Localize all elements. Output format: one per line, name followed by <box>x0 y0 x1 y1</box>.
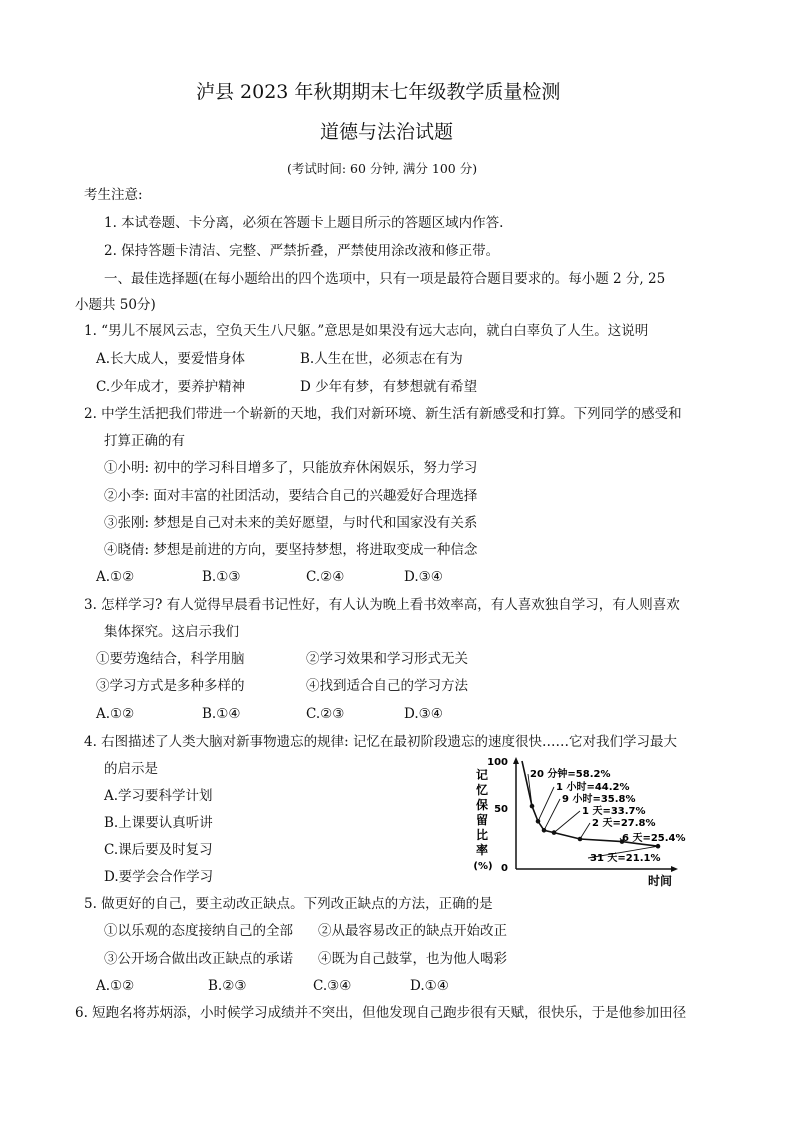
q5-statement-4: ④既为自己鼓掌，也为他人喝彩 <box>318 951 507 967</box>
subject-title: 道德与法治试题 <box>320 121 454 143</box>
q2-option-a: A.①② <box>96 569 135 585</box>
y-tick-50: 50 <box>494 804 508 815</box>
q1-option-b: B.人生在世，必须志在有为 <box>300 351 463 367</box>
x-axis-arrow <box>671 866 678 872</box>
notice-item-2: 2. 保持答题卡清洁、完整、严禁折叠，严禁使用涂改液和修正带。 <box>104 243 500 259</box>
notice-heading: 考生注意: <box>84 187 143 203</box>
q3-option-d: D.③④ <box>404 706 443 722</box>
forgetting-curve-chart <box>470 755 710 889</box>
q2-option-c: C.②④ <box>306 569 345 585</box>
q1-option-d: D 少年有梦，有梦想就有希望 <box>300 379 478 395</box>
data-label-1: 20 分钟=58.2% <box>530 769 611 780</box>
data-label-5: 2 天=27.8% <box>592 818 656 829</box>
q3-statement-2: ②学习效果和学习形式无关 <box>306 651 468 667</box>
data-label-2: 1 小时=44.2% <box>556 782 630 793</box>
q2-statement-1: ①小明: 初中的学习科目增多了，只能放弃休闲娱乐，努力学习 <box>104 460 478 476</box>
exam-title: 泸县 2023 年秋期期末七年级教学质量检测 <box>196 81 561 103</box>
q5-option-a: A.①② <box>96 978 135 994</box>
y-axis-arrow <box>513 757 519 764</box>
q5-statement-1: ①以乐观的态度接纳自己的全部 <box>104 923 293 939</box>
q2-stem: 2. 中学生活把我们带进一个崭新的天地，我们对新环境、新生活有新感受和打算。下列同学的感受和 <box>84 406 682 422</box>
q2-stem-cont: 打算正确的有 <box>104 433 185 449</box>
q2-option-b: B.①③ <box>202 569 241 585</box>
q5-option-b: B.②③ <box>208 978 247 994</box>
q4-stem: 4. 右图描述了人类大脑对新事物遗忘的规律: 记忆在最初阶段遗忘的速度很快……它对我们学习最大 <box>84 734 678 750</box>
q4-option-c: C.课后要及时复习 <box>104 842 213 858</box>
data-label-leader-5 <box>580 823 590 839</box>
q3-option-c: C.②③ <box>306 706 345 722</box>
q3-option-a: A.①② <box>96 706 135 722</box>
q2-option-d: D.③④ <box>404 569 443 585</box>
q6-stem: 6. 短跑名将苏炳添，小时候学习成绩并不突出，但他发现自己跑步很有天赋，很快乐，于是他参加田径 <box>75 1005 687 1021</box>
q2-statement-3: ③张刚: 梦想是自己对未来的美好愿望，与时代和国家没有关系 <box>104 515 478 531</box>
y-tick-0: 0 <box>501 863 508 874</box>
data-label-3: 9 小时=35.8% <box>562 794 636 805</box>
q1-option-a: A.长大成人，要爱惜身体 <box>96 351 246 367</box>
q4-option-b: B.上课要认真听讲 <box>104 815 213 831</box>
data-label-7: 31 天=21.1% <box>590 853 661 864</box>
q5-option-c: C.③④ <box>313 978 352 994</box>
q5-statement-3: ③公开场合做出改正缺点的承诺 <box>104 951 293 967</box>
q2-statement-2: ②小李: 面对丰富的社团活动，要结合自己的兴趣爱好合理选择 <box>104 488 478 504</box>
notice-item-1: 1. 本试卷题、卡分离，必须在答题卡上题目所示的答题区域内作答. <box>104 215 504 231</box>
x-axis-label: 时间 <box>647 874 673 888</box>
q1-stem: 1. “男儿不展风云志，空负天生八尺躯。”意思是如果没有远大志向，就白白辜负了人生。这说明 <box>84 323 649 339</box>
section-1-instructions-cont: 小题共 50分) <box>75 297 156 313</box>
q2-statement-4: ④晓倩: 梦想是前进的方向，要坚持梦想，将进取变成一种信念 <box>104 542 478 558</box>
q4-stem-cont: 的启示是 <box>104 761 158 777</box>
q3-stem-cont: 集体探究。这启示我们 <box>104 624 239 640</box>
section-1-instructions: 一、最佳选择题(在每小题给出的四个选项中，只有一项是最符合题目要求的。每小题 2 分, 25 <box>104 271 666 287</box>
q3-statement-1: ①要劳逸结合，科学用脑 <box>96 651 245 667</box>
q5-stem: 5. 做更好的自己，要主动改正缺点。下列改正缺点的方法，正确的是 <box>84 896 493 912</box>
y-axis-label <box>473 767 492 872</box>
data-label-4: 1 天=33.7% <box>582 806 646 817</box>
q5-option-d: D.①④ <box>410 978 449 994</box>
exam-info: (考试时间: 60 分钟, 满分 100 分) <box>287 161 478 176</box>
q5-statement-2: ②从最容易改正的缺点开始改正 <box>318 923 507 939</box>
q3-option-b: B.①④ <box>202 706 241 722</box>
q1-option-c: C.少年成才，要养护精神 <box>96 379 246 395</box>
q4-option-d: D.要学会合作学习 <box>104 869 214 885</box>
y-tick-100: 100 <box>487 757 508 768</box>
q3-stem: 3. 怎样学习? 有人觉得早晨看书记性好，有人认为晚上看书效率高，有人喜欢独自学习，有人则喜欢 <box>84 597 680 613</box>
q3-statement-3: ③学习方式是多种多样的 <box>96 678 245 694</box>
q4-option-a: A.学习要科学计划 <box>104 788 213 804</box>
svg-text:记忆保留比率(%): 记忆保留比率(%) <box>473 768 493 872</box>
q3-statement-4: ④找到适合自己的学习方法 <box>306 678 468 694</box>
data-label-leader-4 <box>554 811 580 833</box>
data-label-6: 6 天=25.4% <box>622 833 686 844</box>
